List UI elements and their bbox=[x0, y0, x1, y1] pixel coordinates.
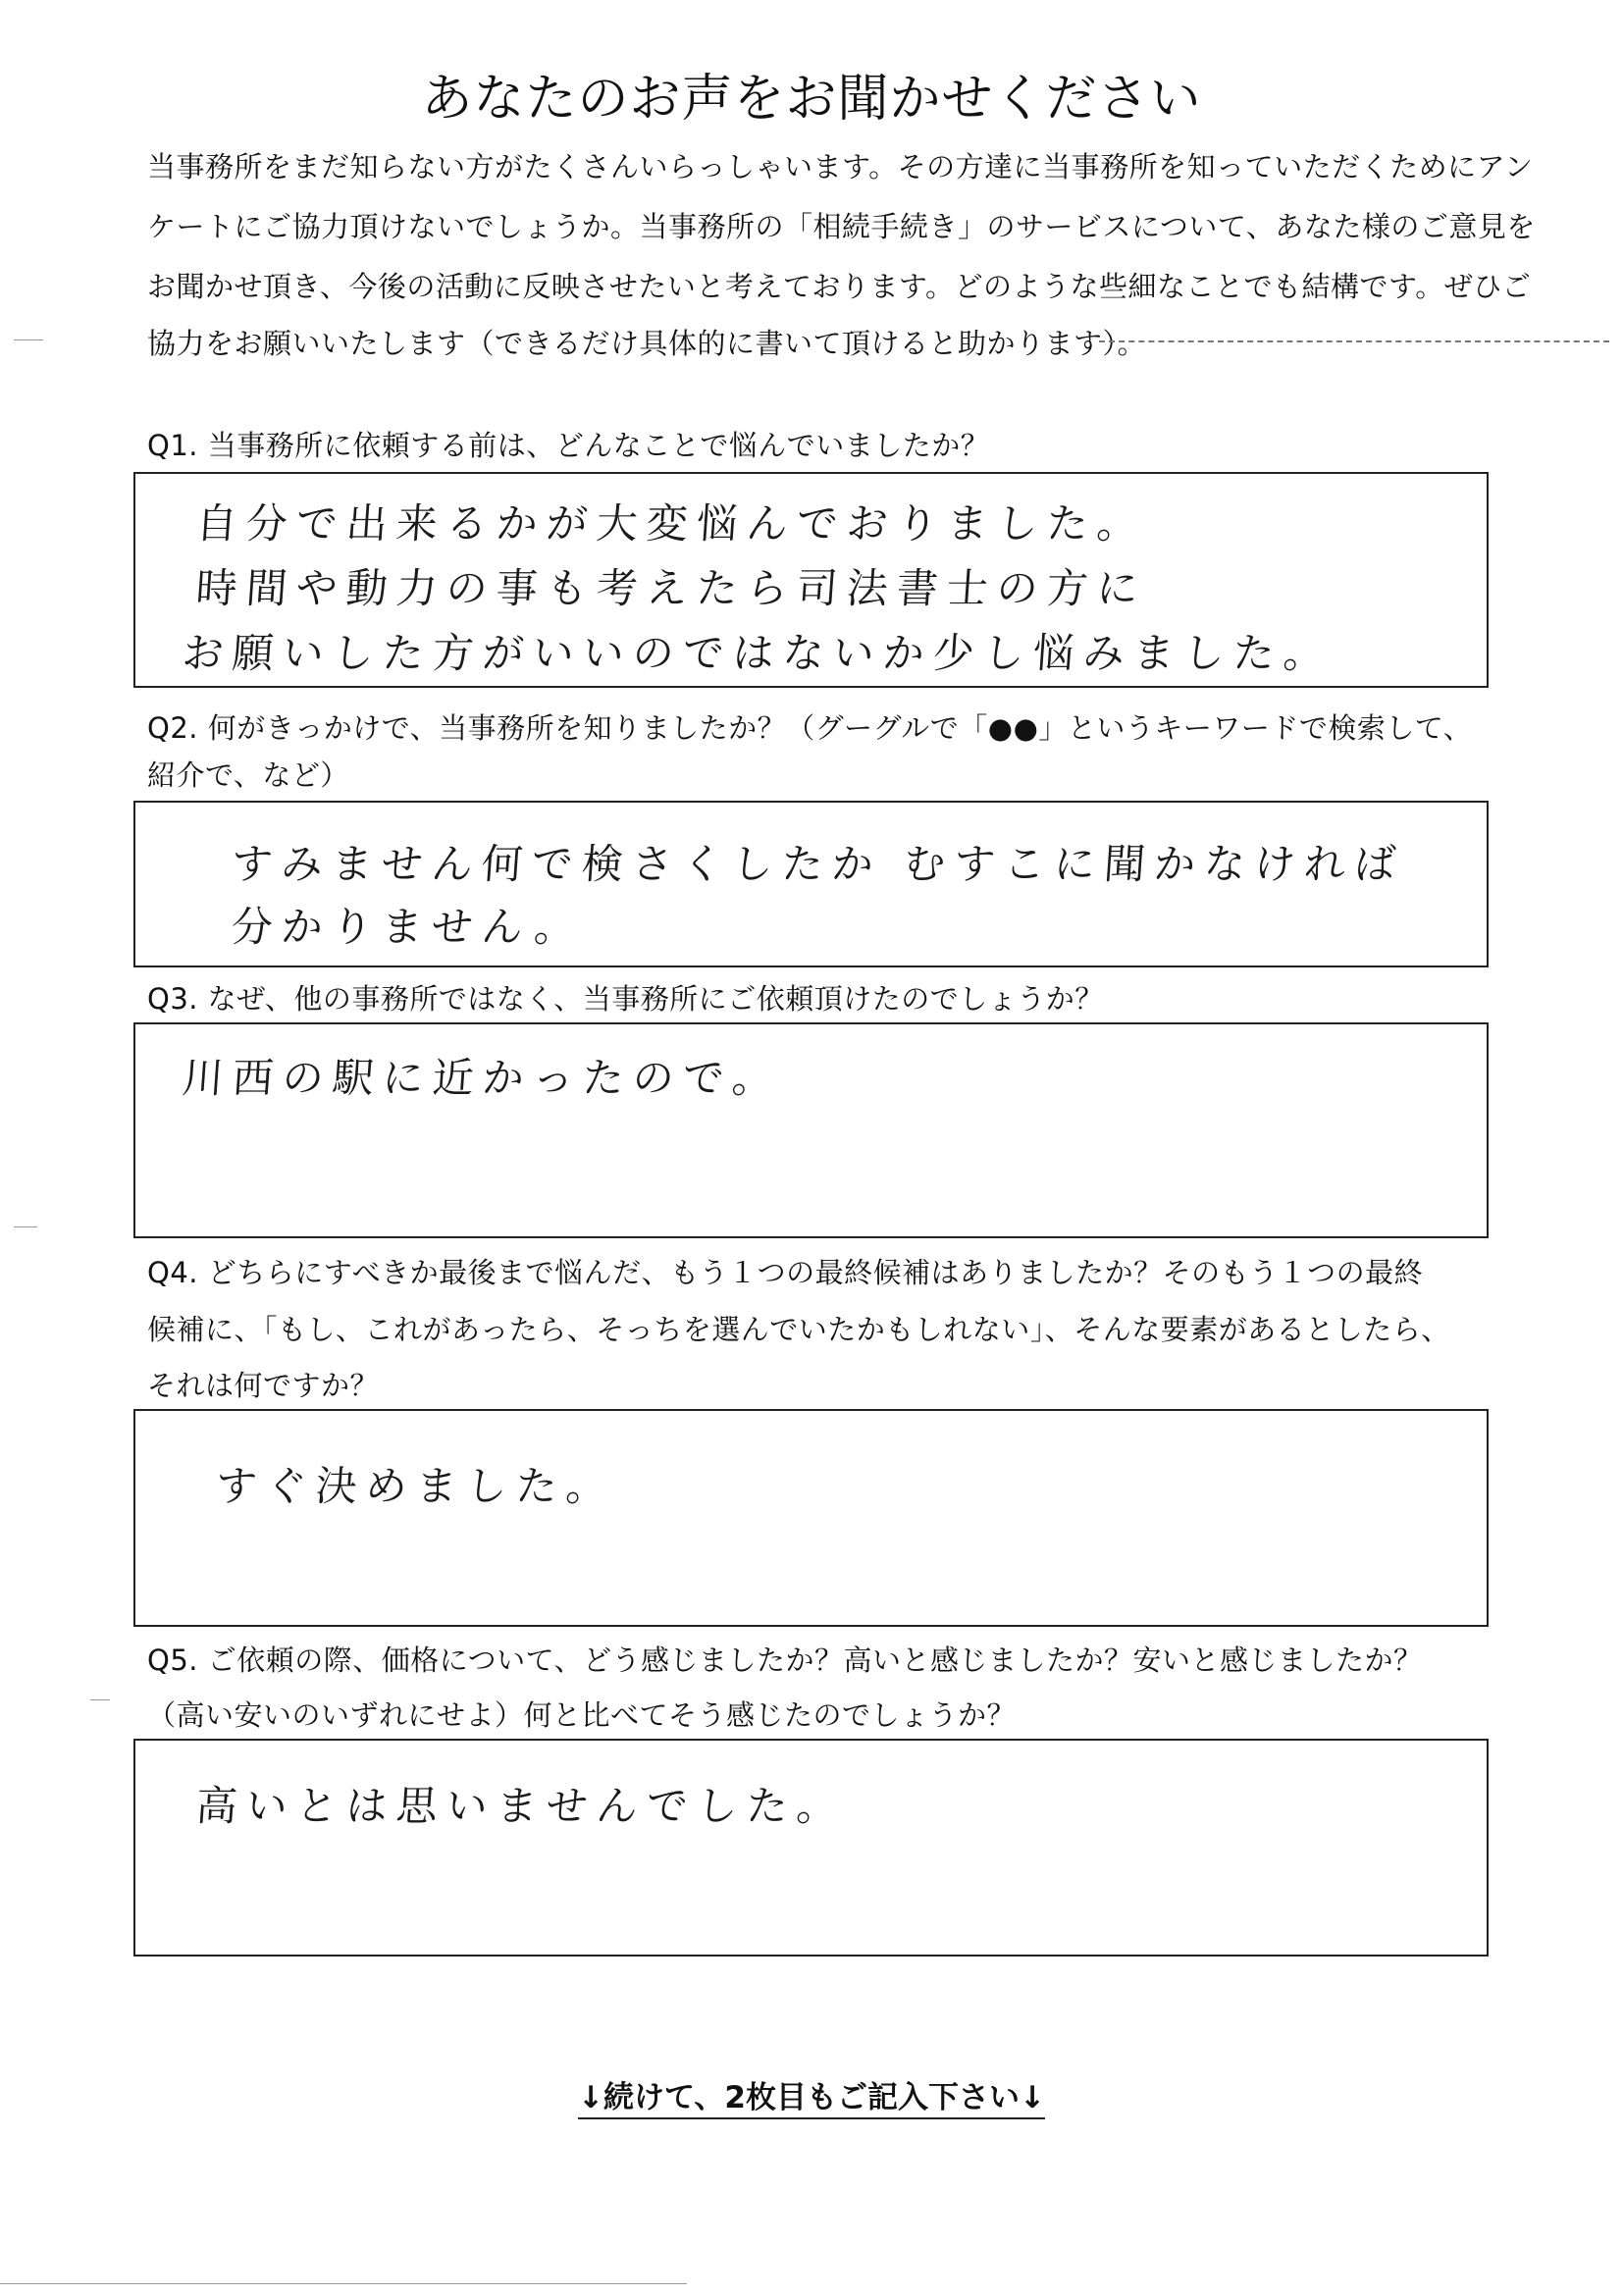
question-2-line-1: Q2. 何がきっかけで、当事務所を知りましたか？（グーグルで「●●」というキーワードで検索して、 bbox=[147, 711, 1473, 745]
question-2-line-2: 紹介で、など） bbox=[147, 758, 349, 792]
intro-line: ケートにご協力頂けないでしょうか。当事務所の「相続手続き」のサービスについて、あなた様のご意見を bbox=[147, 210, 1536, 243]
scan-bottom-line bbox=[0, 2283, 687, 2284]
handwritten-answer-line: 分かりません。 bbox=[230, 903, 587, 951]
handwritten-answer-line: すぐ決めました。 bbox=[214, 1462, 618, 1510]
question-5-line-1: Q5. ご依頼の際、価格について、どう感じましたか？高いと感じましたか？安いと感じましたか？ bbox=[147, 1644, 1423, 1677]
intro-line: お聞かせ頂き、今後の活動に反映させたいと考えております。どのような些細なことでも結構です。ぜひご bbox=[147, 270, 1532, 303]
question-4-line-2: 候補に、「もし、これがあったら、そっちを選んでいたかもしれない」、そんな要素があるとしたら、 bbox=[147, 1313, 1450, 1346]
handwritten-answer-line: 自分で出来るかが大変悩んでおりました。 bbox=[194, 499, 1149, 548]
question-4-line-3: それは何ですか？ bbox=[147, 1369, 380, 1402]
handwritten-answer-line: 時間や動力の事も考えたら司法書士の方に bbox=[194, 564, 1149, 612]
question-1: Q1. 当事務所に依頼する前は、どんなことで悩んでいましたか？ bbox=[147, 429, 990, 462]
answer-box-1 bbox=[133, 472, 1489, 688]
intro-line: 当事務所をまだ知らない方がたくさんいらっしゃいます。その方達に当事務所を知っていただくためにアン bbox=[147, 150, 1534, 183]
question-5-line-2: （高い安いのいずれにせよ）何と比べてそう感じたのでしょうか？ bbox=[147, 1698, 1017, 1732]
answer-box-3 bbox=[133, 1022, 1489, 1238]
handwritten-answer-line: 高いとは思いませんでした。 bbox=[194, 1782, 849, 1830]
handwritten-answer-line: すみません何で検さくしたか むすこに聞かなければ bbox=[230, 840, 1406, 888]
answer-box-5 bbox=[133, 1739, 1489, 1957]
question-4-line-1: Q4. どちらにすべきか最後まで悩んだ、もう１つの最終候補はありましたか？そのもう１つの最終 bbox=[147, 1256, 1424, 1289]
handwritten-answer-line: お願いした方がいいのではないか少し悩みました。 bbox=[181, 629, 1335, 677]
answer-box-4 bbox=[133, 1409, 1489, 1627]
footer-note bbox=[0, 2072, 1623, 2116]
answer-box-2 bbox=[133, 801, 1489, 967]
scan-mark bbox=[14, 339, 43, 340]
scan-mark bbox=[90, 1699, 110, 1700]
handwritten-answer-line: 川西の駅に近かったので。 bbox=[181, 1054, 784, 1102]
question-3: Q3. なぜ、他の事務所ではなく、当事務所にご依頼頂けたのでしょうか？ bbox=[147, 982, 1104, 1016]
scan-mark bbox=[14, 1226, 37, 1227]
intro-line: 協力をお願いいたします（できるだけ具体的に書いて頂けると助かります）。 bbox=[147, 327, 1147, 360]
page-title: あなたのお声をお聞かせください bbox=[421, 70, 1202, 129]
footer-note-text: ↓続けて、2枚目もご記入下さい↓ bbox=[578, 2080, 1045, 2119]
intro-trailing-dashes bbox=[1099, 340, 1609, 342]
